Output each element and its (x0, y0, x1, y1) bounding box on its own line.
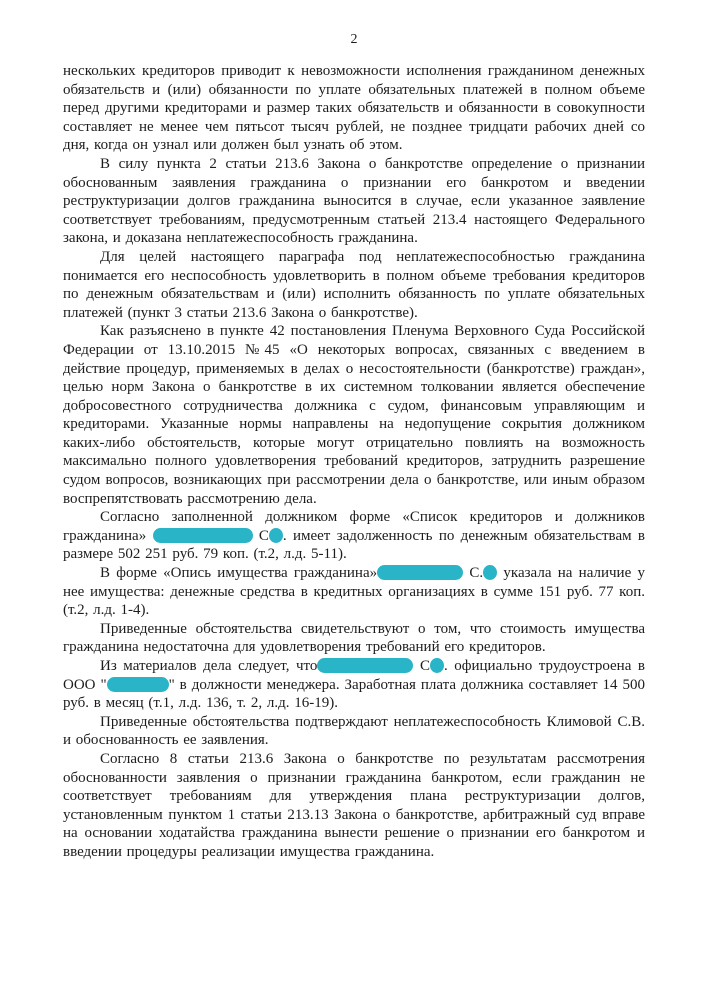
paragraph (63, 657, 645, 713)
page-number: 2 (350, 32, 358, 47)
text-run: С (413, 658, 430, 674)
paragraph (63, 750, 645, 862)
text-run: С (252, 527, 269, 544)
document-body (63, 62, 645, 862)
text-run: Как разъяснено в пункте 42 постановления Пленума Верховного Суда Российской Федерации от 13.10.2015 №45 «О некоторых вопросах, связанных с введением в действие процедур, применяемых в делах о несостоятельности (банкротстве) граждан», целью норм Закона о банкротстве в их системном толковании является обеспечение добросовестного сотрудничества должника с судом, финансовым управляющим и кредиторами. Указанные нормы направлены на недопущение сокрытия должником каких-либо обстоятельств, которые могут отрицательно повлиять на возможность максимально полного удовлетворения требований кредиторов, затруднить разрешение судом вопросов, возникающих при рассмотрении дела о банкротстве, или иным образом воспрепятствовать рассмотрению дела. (63, 323, 645, 507)
paragraph (63, 248, 645, 322)
redaction-mark (430, 658, 444, 673)
text-run: С. (463, 565, 484, 582)
text-run: . имеет задолженность по денежным обязательствам в размере 502 251 руб. 79 коп. (т.2, л.д. 5-11). (63, 527, 646, 563)
paragraph (63, 322, 645, 508)
text-run: В форме «Опись имущества гражданина» (100, 565, 378, 582)
paragraph (63, 62, 645, 155)
redaction-mark (317, 658, 413, 673)
redaction-mark (377, 565, 463, 580)
text-run: " в должности менеджера. Заработная плата должника составляет 14 500 руб. в месяц (т.1, л.д. 136, т. 2, л.д. 16-19). (63, 676, 645, 712)
text-run: указала на наличие у нее имущества: денежные средства в кредитных организациях в сумме 151 руб. 77 коп. (т.2, л.д. 1-4). (63, 565, 645, 619)
text-run: . официально трудоустроена в ООО " (63, 658, 645, 693)
text-run: Из материалов дела следует, что (100, 658, 318, 674)
redaction-mark (153, 528, 253, 543)
paragraph (63, 713, 645, 750)
paragraph (63, 564, 645, 620)
paragraph (63, 620, 645, 657)
redaction-mark (483, 565, 497, 580)
text-run: Согласно заполненной должником форме «Список кредиторов и должников гражданина» (63, 509, 645, 544)
paragraph (63, 155, 645, 248)
text-run: Для целей настоящего параграфа под неплатежеспособностью гражданина понимается его неспособность удовлетворить в полном объеме требования кредиторов по денежным обязательствам и (или) исполнить обязанность по уплате обязательных платежей (пункт 3 статьи 213.6 Закона о банкротстве). (63, 248, 645, 321)
redaction-mark (269, 528, 283, 543)
text-run: Приведенные обстоятельства подтверждают неплатежеспособность Климовой С.В. и обоснованность ее заявления. (63, 713, 645, 749)
text-run: В силу пункта 2 статьи 213.6 Закона о банкротстве определение о признании обоснованным заявления гражданина о признании его банкротом и введении реструктуризации долгов гражданина выносится в случае, если указанное заявление соответствует требованиям, предусмотренным статьей 213.4 настоящего Федерального закона, и доказана неплатежеспособность гражданина. (63, 155, 645, 247)
text-run: Приведенные обстоятельства свидетельствуют о том, что стоимость имущества гражданина недостаточна для удовлетворения требований его кредиторов. (63, 620, 645, 656)
text-run: нескольких кредиторов приводит к невозможности исполнения гражданином денежных обязательств и (или) обязанности по уплате обязательных платежей в полном объеме перед другими кредиторами и размер таких обязательств и обязанности в совокупности составляет не менее чем пятьсот тысяч рублей, не позднее тридцати рабочих дней со дня, когда он узнал или должен был узнать об этом. (63, 63, 645, 154)
paragraph (63, 508, 645, 564)
text-run: Согласно 8 статьи 213.6 Закона о банкротстве по результатам рассмотрения обоснованности заявления о признании гражданина банкротом, если гражданин не соответствует требованиям для утверждения плана реструктуризации долгов, установленным пунктом 1 статьи 213.13 Закона о банкротстве, арбитражный суд вправе на основании ходатайства гражданина вынести решение о признании его банкротом и введении процедуры реализации имущества гражданина. (63, 750, 645, 860)
redaction-mark (107, 677, 169, 692)
